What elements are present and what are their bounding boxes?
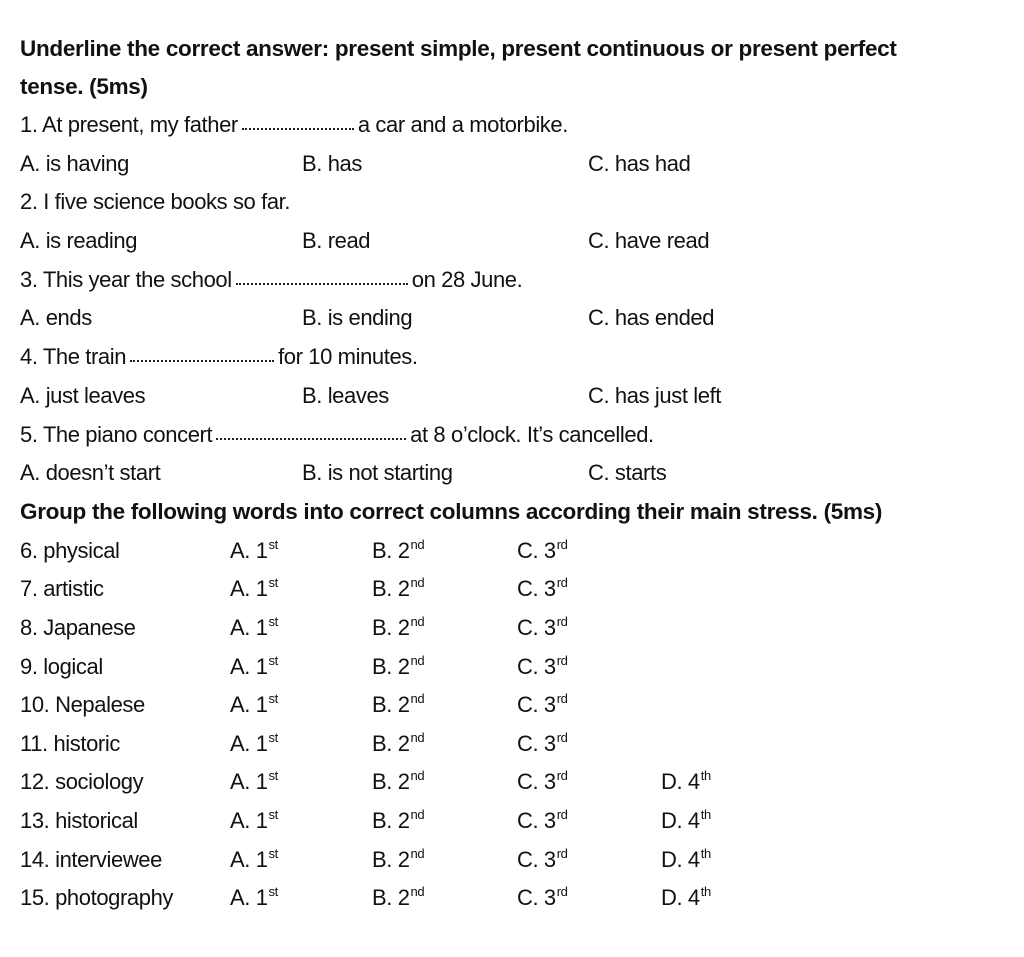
option-b[interactable]: B. is ending	[302, 305, 413, 331]
stress-word: 14. interviewee	[20, 846, 162, 872]
stress-option-a[interactable]	[230, 570, 278, 609]
option-c[interactable]: C. starts	[588, 460, 667, 486]
stress-option-label: C. 3	[517, 615, 556, 641]
stress-option-label: B. 2	[372, 615, 410, 641]
question-5-options	[20, 454, 1010, 493]
stress-question-row	[20, 532, 1010, 571]
ordinal-suffix: nd	[410, 807, 425, 823]
stress-option-label: B. 2	[372, 846, 410, 872]
question-1-options	[20, 145, 1010, 184]
ordinal-suffix: nd	[410, 614, 425, 630]
section1-heading-line1: Underline the correct answer: present simple, present continuous or present perfect	[20, 36, 897, 61]
ordinal-suffix: nd	[410, 691, 425, 707]
stress-question-row	[20, 609, 1010, 648]
stress-word: 7. artistic	[20, 576, 104, 602]
stress-option-a[interactable]	[230, 686, 278, 725]
ordinal-suffix: rd	[556, 884, 568, 900]
option-c[interactable]: C. have read	[588, 228, 710, 254]
ordinal-suffix: th	[700, 884, 711, 900]
ordinal-suffix: st	[268, 536, 278, 552]
question-4-stem-end: for 10 minutes.	[278, 344, 418, 370]
option-c[interactable]: C. has just left	[588, 382, 721, 408]
option-c[interactable]: C. has ended	[588, 305, 715, 331]
stress-word: 9. logical	[20, 653, 103, 679]
option-c[interactable]: C. has had	[588, 150, 691, 176]
ordinal-suffix: rd	[556, 729, 568, 745]
stress-option-label: C. 3	[517, 846, 556, 872]
question-3-stem: 3. This year the school	[20, 266, 232, 292]
stress-option-a[interactable]	[230, 609, 278, 648]
stress-option-label: B. 2	[372, 885, 410, 911]
ordinal-suffix: nd	[410, 575, 425, 591]
stress-option-label: A. 1	[230, 769, 268, 795]
stress-question-row	[20, 725, 1010, 764]
ordinal-suffix: nd	[410, 884, 425, 900]
stress-option-c[interactable]	[517, 648, 568, 687]
option-b[interactable]: B. is not starting	[302, 460, 453, 486]
question-5	[20, 416, 1010, 455]
stress-option-label: A. 1	[230, 692, 268, 718]
answer-blank	[216, 438, 406, 440]
stress-option-label: C. 3	[517, 730, 556, 756]
option-a[interactable]: A. is reading	[20, 228, 138, 254]
stress-option-d[interactable]	[661, 879, 711, 918]
stress-option-label: B. 2	[372, 692, 410, 718]
ordinal-suffix: nd	[410, 536, 425, 552]
stress-word: 10. Nepalese	[20, 692, 145, 718]
ordinal-suffix: nd	[410, 729, 425, 745]
stress-option-a[interactable]	[230, 763, 278, 802]
stress-option-b[interactable]	[372, 879, 424, 918]
stress-option-label: C. 3	[517, 576, 556, 602]
stress-option-label: A. 1	[230, 653, 268, 679]
question-3-options	[20, 299, 1010, 338]
ordinal-suffix: rd	[556, 536, 568, 552]
ordinal-suffix: st	[268, 768, 278, 784]
stress-option-b[interactable]	[372, 570, 424, 609]
stress-question-row	[20, 648, 1010, 687]
stress-option-a[interactable]	[230, 725, 278, 764]
ordinal-suffix: st	[268, 845, 278, 861]
stress-option-c[interactable]	[517, 763, 568, 802]
stress-option-a[interactable]	[230, 841, 278, 880]
stress-option-c[interactable]	[517, 570, 568, 609]
stress-question-row	[20, 686, 1010, 725]
stress-option-label: A. 1	[230, 576, 268, 602]
stress-option-label: C. 3	[517, 537, 556, 563]
question-2-stem: 2. I five science books so far.	[20, 189, 291, 215]
ordinal-suffix: st	[268, 652, 278, 668]
stress-option-label: C. 3	[517, 808, 556, 834]
stress-option-d[interactable]	[661, 763, 711, 802]
option-b[interactable]: B. read	[302, 228, 371, 254]
ordinal-suffix: nd	[410, 845, 425, 861]
section1-heading-line2: tense. (5ms)	[20, 74, 148, 99]
question-5-stem: 5. The piano concert	[20, 421, 213, 447]
stress-option-label: D. 4	[661, 885, 700, 911]
question-4	[20, 338, 1010, 377]
stress-word: 6. physical	[20, 537, 120, 563]
ordinal-suffix: rd	[556, 575, 568, 591]
question-5-stem-end: at 8 o’clock. It’s cancelled.	[410, 421, 654, 447]
stress-option-a[interactable]	[230, 879, 278, 918]
option-a[interactable]: A. is having	[20, 150, 129, 176]
stress-option-c[interactable]	[517, 841, 568, 880]
stress-option-label: A. 1	[230, 730, 268, 756]
ordinal-suffix: rd	[556, 845, 568, 861]
stress-option-label: B. 2	[372, 730, 410, 756]
option-a[interactable]: A. doesn’t start	[20, 460, 161, 486]
ordinal-suffix: st	[268, 729, 278, 745]
ordinal-suffix: rd	[556, 614, 568, 630]
answer-blank	[130, 360, 274, 362]
stress-option-label: C. 3	[517, 885, 556, 911]
stress-question-row	[20, 802, 1010, 841]
stress-option-b[interactable]	[372, 609, 424, 648]
stress-option-label: B. 2	[372, 769, 410, 795]
stress-option-c[interactable]	[517, 532, 568, 571]
stress-option-d[interactable]	[661, 841, 711, 880]
question-1	[20, 106, 1010, 145]
ordinal-suffix: th	[700, 768, 711, 784]
ordinal-suffix: st	[268, 884, 278, 900]
stress-question-row	[20, 763, 1010, 802]
stress-list	[20, 532, 1010, 918]
answer-blank	[236, 283, 408, 285]
stress-option-c[interactable]	[517, 879, 568, 918]
stress-option-label: C. 3	[517, 769, 556, 795]
option-b[interactable]: B. leaves	[302, 382, 389, 408]
question-4-options	[20, 377, 1010, 416]
stress-option-c[interactable]	[517, 725, 568, 764]
answer-blank	[242, 128, 354, 130]
stress-word: 11. historic	[20, 730, 120, 756]
question-2	[20, 183, 1010, 222]
stress-option-label: B. 2	[372, 653, 410, 679]
stress-option-label: D. 4	[661, 769, 700, 795]
ordinal-suffix: nd	[410, 652, 425, 668]
question-3-stem-end: on 28 June.	[411, 266, 523, 292]
stress-option-d[interactable]	[661, 802, 711, 841]
stress-word: 15. photography	[20, 885, 174, 911]
question-4-stem: 4. The train	[20, 344, 127, 370]
stress-word: 13. historical	[20, 808, 138, 834]
stress-option-b[interactable]	[372, 686, 424, 725]
stress-option-label: A. 1	[230, 615, 268, 641]
stress-option-b[interactable]	[372, 648, 424, 687]
section2-heading: Group the following words into correct columns according their main stress. (5ms)	[20, 498, 883, 524]
stress-option-a[interactable]	[230, 648, 278, 687]
ordinal-suffix: st	[268, 691, 278, 707]
ordinal-suffix: rd	[556, 652, 568, 668]
stress-option-label: C. 3	[517, 653, 556, 679]
stress-option-c[interactable]	[517, 609, 568, 648]
stress-option-label: D. 4	[661, 846, 700, 872]
ordinal-suffix: st	[268, 575, 278, 591]
stress-option-b[interactable]	[372, 763, 424, 802]
ordinal-suffix: th	[700, 845, 711, 861]
stress-option-label: B. 2	[372, 576, 410, 602]
stress-option-label: A. 1	[230, 808, 268, 834]
stress-word: 12. sociology	[20, 769, 144, 795]
stress-option-label: C. 3	[517, 692, 556, 718]
question-1-stem-end: a car and a motorbike.	[357, 112, 568, 137]
question-2-options	[20, 222, 1010, 261]
stress-option-c[interactable]	[517, 686, 568, 725]
stress-option-label: A. 1	[230, 846, 268, 872]
question-3	[20, 261, 1010, 300]
ordinal-suffix: rd	[556, 768, 568, 784]
ordinal-suffix: st	[268, 614, 278, 630]
stress-option-b[interactable]	[372, 532, 424, 571]
stress-option-b[interactable]	[372, 802, 424, 841]
ordinal-suffix: th	[700, 807, 711, 823]
stress-question-row	[20, 879, 1010, 918]
stress-option-label: A. 1	[230, 885, 268, 911]
question-1-stem: 1. At present, my father	[20, 112, 238, 137]
option-a[interactable]: A. ends	[20, 305, 92, 331]
ordinal-suffix: rd	[556, 807, 568, 823]
stress-question-row	[20, 841, 1010, 880]
stress-option-label: D. 4	[661, 808, 700, 834]
ordinal-suffix: st	[268, 807, 278, 823]
worksheet	[20, 30, 1010, 918]
stress-option-label: B. 2	[372, 537, 410, 563]
stress-option-b[interactable]	[372, 841, 424, 880]
option-a[interactable]: A. just leaves	[20, 382, 146, 408]
stress-option-b[interactable]	[372, 725, 424, 764]
stress-option-a[interactable]	[230, 532, 278, 571]
stress-option-a[interactable]	[230, 802, 278, 841]
stress-word: 8. Japanese	[20, 615, 136, 641]
ordinal-suffix: nd	[410, 768, 425, 784]
stress-option-label: B. 2	[372, 808, 410, 834]
stress-option-label: A. 1	[230, 537, 268, 563]
option-b[interactable]: B. has	[302, 150, 362, 176]
ordinal-suffix: rd	[556, 691, 568, 707]
stress-question-row	[20, 570, 1010, 609]
stress-option-c[interactable]	[517, 802, 568, 841]
